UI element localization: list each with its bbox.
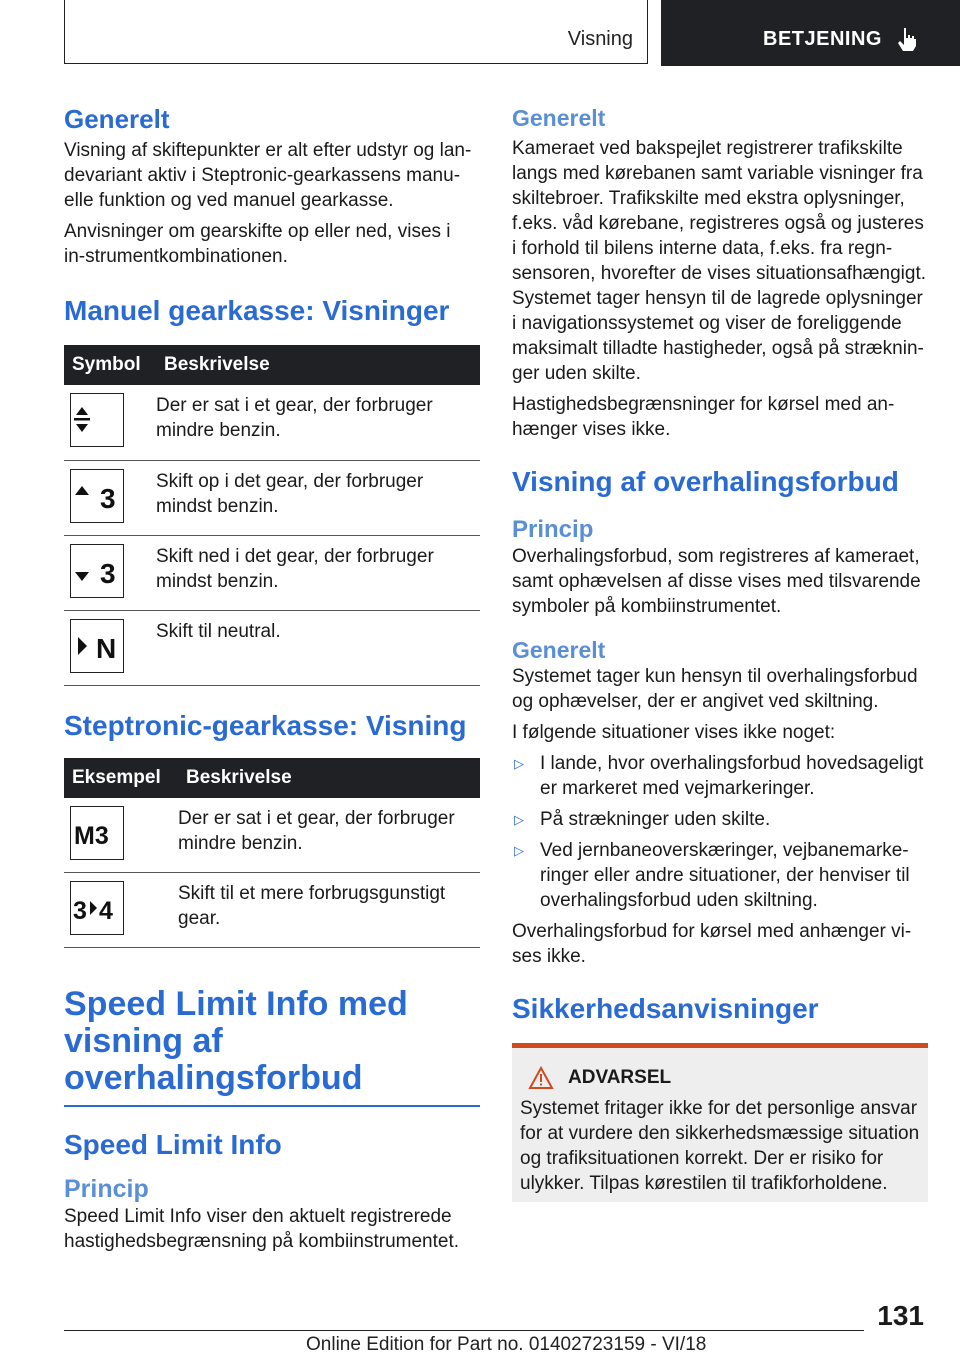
svg-text:4: 4 (99, 897, 113, 923)
princip-paragraph: Speed Limit Info viser den aktuelt registrerede hastighedsbegrænsning på kombiinstrumentet. (64, 1206, 460, 1252)
table-header-row (64, 345, 480, 385)
page-number: 131 (877, 1300, 924, 1331)
shift-down-3-icon (70, 544, 124, 598)
row-description: Der er sat i et gear, der forbruger mindre benzin. (156, 385, 480, 460)
chapter-divider (64, 1105, 480, 1107)
row-description: Der er sat i et gear, der forbruger mindre benzin. (178, 798, 480, 873)
left-column (64, 100, 480, 1254)
svg-text:3: 3 (73, 897, 87, 923)
svg-text:M3: M3 (74, 821, 109, 848)
column-header-eksempel: Eksempel (64, 758, 178, 798)
section-header-box (64, 0, 648, 64)
heading-speed-limit-info: Speed Limit Info (64, 1129, 282, 1160)
generelt-paragraph-2: Anvisninger om gearskifte op eller ned, vises i in-strumentkombinationen. (64, 221, 451, 267)
column-header-symbol: Symbol (64, 345, 156, 385)
neutral-N-icon (70, 619, 124, 673)
triangle-bullet-icon: ▷ (514, 843, 524, 858)
warning-title-row (520, 1066, 920, 1090)
list-item: ▷ I lande, hvor overhalingsforbud hovedsageligt er markeret med vejmarkeringer. (514, 753, 924, 799)
row-description: Skift til neutral. (156, 610, 480, 685)
column-header-beskrivelse: Beskrivelse (178, 758, 480, 798)
heading-princip: Princip (64, 1175, 149, 1203)
manuel-symbol-table (64, 345, 480, 686)
warning-box (512, 1043, 928, 1202)
heading-generelt-2: Generelt (512, 637, 606, 663)
footer-divider (64, 1330, 864, 1331)
table-row (64, 798, 480, 873)
table-row (64, 460, 480, 535)
steptronic-table (64, 758, 480, 949)
section-title: Visning (567, 28, 633, 50)
list-item: ▷ På strækninger uden skilte. (514, 809, 771, 830)
hand-pointer-icon (895, 26, 919, 52)
gear-M3-icon (70, 806, 124, 860)
triangle-bullet-icon: ▷ (514, 812, 524, 827)
table-row (64, 610, 480, 685)
warning-text: Systemet fritager ikke for det personlige ansvar for at vurdere den sikkerhedsmæssige situation og trafiksituationen korrekt. Der er risiko for ulykker. Tilpas kørestilen til trafikforholdene. (520, 1098, 920, 1194)
table-row (64, 873, 480, 948)
generelt2-paragraph-3: Overhalingsforbud for kørsel med anhænger vi-ses ikke. (512, 921, 912, 967)
heading-princip: Princip (512, 516, 594, 543)
row-description: Skift til et mere forbrugsgunstigt gear. (178, 873, 480, 948)
footer-edition: Online Edition for Part no. 01402723159 - VI/18 (306, 1334, 707, 1355)
generelt2-paragraph-2: I følgende situationer vises ikke noget: (512, 722, 836, 743)
heading-steptronic: Steptronic-gearkasse: Visning (64, 709, 467, 741)
row-description: Skift op i det gear, der forbruger mindst benzin. (156, 460, 480, 535)
arrows-up-down-icon (70, 393, 124, 447)
generelt-paragraph-1: Visning af skiftepunkter er alt efter udstyr og lan-devariant aktiv i Steptronic-gearkassens manu-elle funktion og ved manuel gearkasse. (64, 140, 472, 211)
shift-up-3-icon (70, 469, 124, 523)
table-header-row (64, 758, 480, 798)
generelt-paragraph-2: Hastighedsbegrænsninger for kørsel med an-hænger vises ikke. (512, 394, 895, 440)
heading-overhalingsforbud: Visning af overhalingsforbud (512, 466, 899, 497)
heading-sikkerhedsanvisninger: Sikkerhedsanvisninger (512, 993, 819, 1024)
triangle-bullet-icon: ▷ (514, 756, 524, 771)
row-description: Skift ned i det gear, der forbruger mindst benzin. (156, 535, 480, 610)
table-row (64, 385, 480, 460)
warning-title: ADVARSEL (568, 1067, 672, 1088)
heading-generelt: Generelt (512, 105, 606, 131)
svg-text:3: 3 (100, 557, 116, 586)
svg-text:N: N (96, 632, 117, 661)
warning-triangle-icon (528, 1066, 554, 1090)
generelt-paragraph-1: Kameraet ved bakspejlet registrerer trafikskilte langs med kørebanen samt variable visninger fra skiltebroer. Trafikskilte med ekstra oplysninger, f.eks. våd kørebane, registreres også og justeres i forhold til bilens interne data, f.eks. fra regn-sensoren, hvorefter de vises situationsafhængigt. Systemet tager hensyn til de lagrede oplysninger i navigationssystemet og viser de foreliggende maksimalt tilladte hastigheder, også på stræknin-ger uden skilte. (512, 138, 927, 384)
right-column (512, 100, 928, 1202)
table-row (64, 535, 480, 610)
chapter-title: BETJENING (763, 28, 882, 50)
svg-text:3: 3 (100, 482, 116, 511)
heading-generelt: Generelt (64, 104, 170, 134)
heading-speed-limit-info-chapter: Speed Limit Info med visning af overhalingsforbud (64, 985, 408, 1097)
heading-manuel-gearkasse: Manuel gearkasse: Visninger (64, 295, 450, 326)
column-header-beskrivelse: Beskrivelse (156, 345, 480, 385)
situations-list (512, 751, 928, 913)
chapter-tab (661, 0, 960, 66)
page-header (0, 0, 960, 66)
gear-3-to-4-icon (70, 881, 124, 935)
list-item: ▷ Ved jernbaneoverskæringer, vejbanemarke-ringer eller andre situationer, der henviser til overhalingsforbud uden skiltning. (514, 840, 910, 911)
generelt2-paragraph-1: Systemet tager kun hensyn til overhalingsforbud og ophævelser, der er angivet ved skiltning. (512, 666, 918, 712)
princip-paragraph: Overhalingsforbud, som registreres af kameraet, samt ophævelsen af disse vises med tilsvarende symboler på kombiinstrumentet. (512, 546, 921, 617)
